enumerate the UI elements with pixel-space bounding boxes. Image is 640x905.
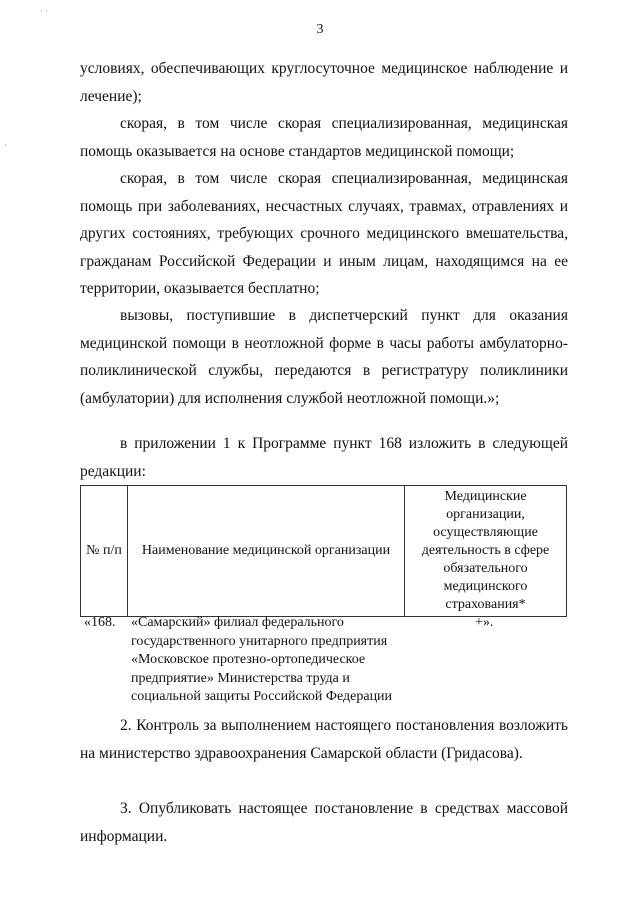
row-oms-mark: +». (475, 615, 494, 630)
paragraph-calls: вызовы, поступившие в диспетчерский пункт для оказания медицинской помощи в неотложной форме в часы работы амбулаторно-поликлинической службы, передаются в регистратуру поликлиники (амбулатории) для исполнения службой неотложной помощи.»; (80, 307, 568, 407)
table-header-row (81, 486, 567, 617)
paragraph-publish: 3. Опубликовать настоящее постановление в средствах массовой информации. (80, 800, 568, 845)
paragraph-appendix: в приложении 1 к Программе пункт 168 изложить в следующей редакции: (80, 435, 568, 480)
row-number: «168. (84, 615, 116, 630)
page-number: 3 (316, 22, 324, 37)
paragraph-control: 2. Контроль за выполнением настоящего постановления возложить на министерство здравоохранения Самарской области (Гридасова). (80, 717, 568, 762)
paragraph-conditions: условиях, обеспечивающих круглосуточное медицинское наблюдение и лечение); (80, 60, 568, 105)
paragraph-free-emergency: скорая, в том числе скорая специализированная, медицинская помощь при заболеваниях, несчастных случаях, травмах, отравлениях и других состояниях, требующих срочного медицинского вмешательства, гражданам Российской Федерации и иным лицам, находящимся на ее территории, оказывается бесплатно; (80, 170, 568, 297)
scan-mark-top: · · (40, 6, 49, 16)
header-oms-participation: Медицинские организации, осуществляющие деятельность в сфере обязательного медицинского страхования* (405, 486, 567, 617)
paragraph-standards: скорая, в том числе скорая специализированная, медицинская помощь оказывается на основе стандартов медицинской помощи; (80, 115, 568, 160)
row-organization-name: «Самарский» филиал федерального государственного унитарного предприятия «Московское протезно-ортопедическое предприятие» Министерства труда и социальной защиты Российской Федерации (131, 615, 393, 704)
scan-mark-left: · (4, 140, 7, 150)
header-organization-name: Наименование медицинской организации (128, 486, 405, 617)
header-number: № п/п (81, 486, 128, 617)
organizations-table (80, 485, 567, 617)
